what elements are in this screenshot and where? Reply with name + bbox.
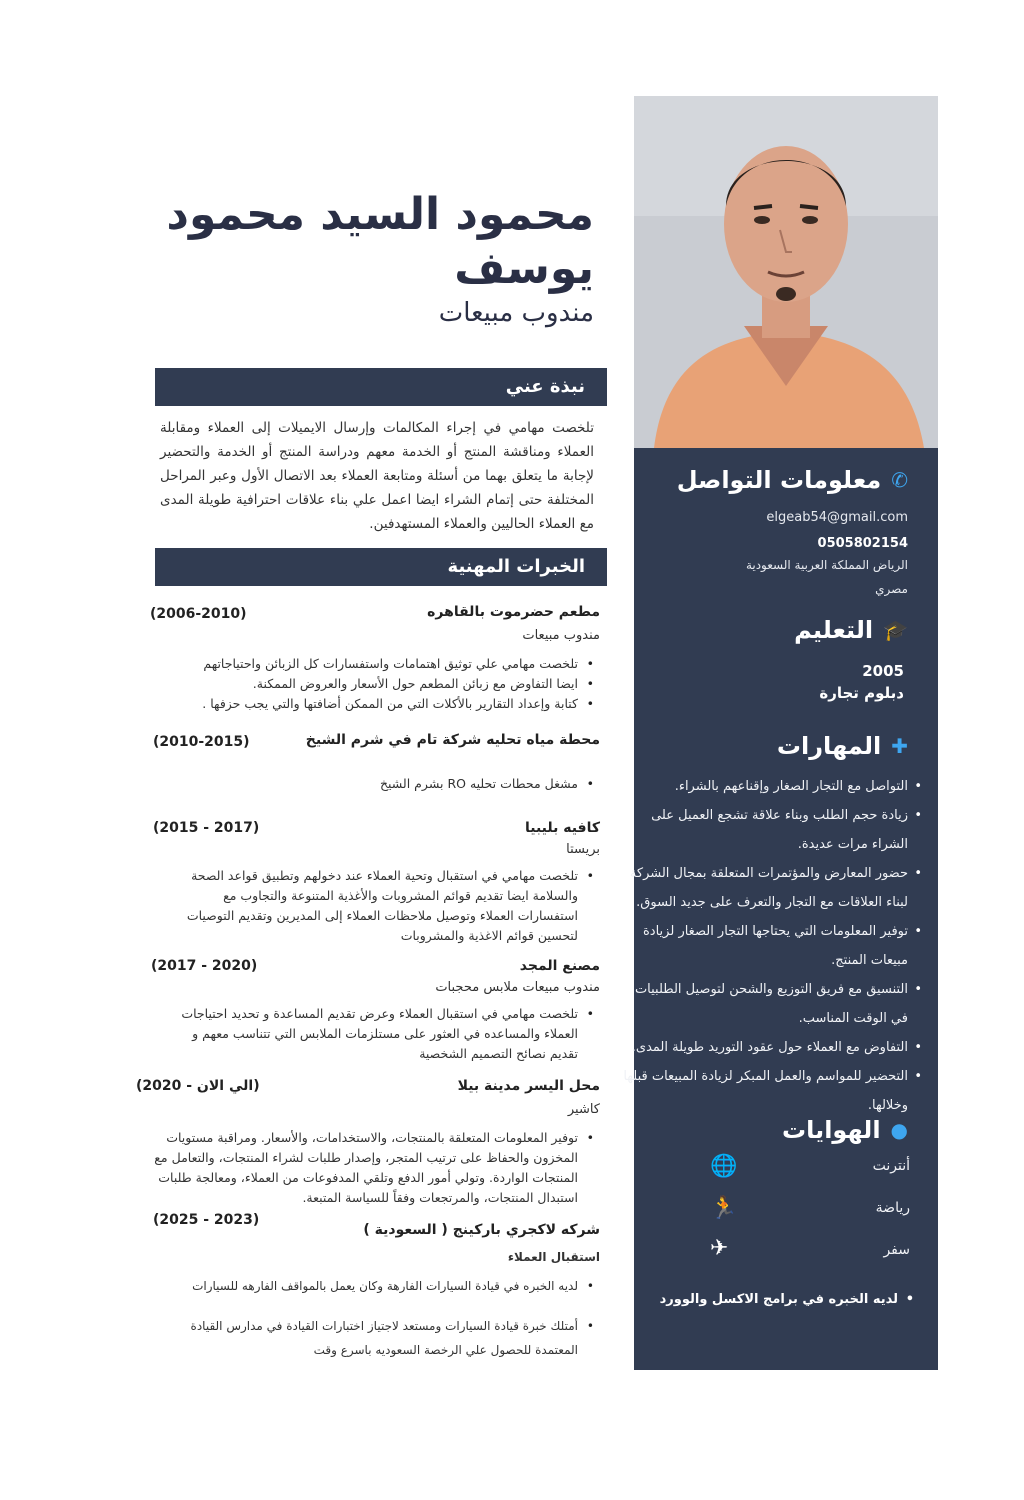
contact-title-text: معلومات التواصل	[676, 466, 882, 494]
profile-photo	[634, 96, 938, 448]
contact-email[interactable]: elgeab54@gmail.com	[766, 510, 908, 525]
full-name: محمود السيد محمود يوسف	[166, 189, 594, 294]
job-bullets	[158, 1274, 600, 1362]
skill-item: • التفاوض مع العملاء حول عقود التوريد طويلة المدى.	[618, 1033, 908, 1062]
job-period: (الي الان - 2020)	[136, 1078, 260, 1094]
hobby-sport-label: رياضة	[875, 1200, 910, 1216]
job-company: كافيه بليبيا	[524, 820, 600, 836]
job-company: محل اليسر مدينة بيلا	[457, 1078, 600, 1094]
job-role: مندوب مبيعات	[522, 628, 600, 643]
job-role: كاشير	[567, 1102, 600, 1117]
contact-address: الرياض المملكة العربية السعودية	[745, 558, 908, 572]
hobby-internet-label: أنترنت	[872, 1158, 910, 1174]
globe-computer-icon: 🌐	[710, 1154, 738, 1179]
job-company: مصنع المجد	[519, 958, 600, 974]
job-bullet: • كتابة وإعداد التقارير بالأكلات التي من الممكن أضافتها والتي يجب حزفها .	[178, 694, 578, 714]
job-company: محطة مياه تحليه شركة تام في شرم الشيخ	[305, 732, 600, 748]
contact-nationality: مصري	[875, 582, 908, 596]
skill-item: • زيادة حجم الطلب وبناء علاقة تشجع العميل على الشراء مرات عديدة.	[618, 801, 908, 859]
job-bullets	[148, 1128, 600, 1208]
job-period: (2025 - 2023)	[153, 1212, 260, 1228]
airplane-icon: ✈	[710, 1236, 729, 1261]
skills-title-text: المهارات	[776, 732, 882, 760]
job-bullets	[168, 1004, 600, 1064]
experience-section-title: الخبرات المهنية	[155, 548, 607, 586]
job-bullet: • مشغل محطات تحليه RO بشرم الشيخ	[178, 774, 578, 794]
job-company: مطعم حضرموت بالقاهره	[427, 604, 600, 620]
education-section-title	[794, 616, 908, 644]
job-bullet: • تلخصت مهامي في استقبال العملاء وعرض تقديم المساعدة و تحديد احتياجات العملاء والمساعده في العثور على مستلزمات الملابس التي تتناسب معهم و تقديم نصائح التصميم الشخصية	[168, 1004, 578, 1064]
sidebar	[623, 96, 938, 1370]
job-role: مندوب مبيعات ملابس محجبات	[435, 980, 600, 995]
job-bullet: • أمتلك خبرة قيادة السيارات ومستعد لاجتياز اختبارات القيادة في مدارس القيادة المعتمدة للحصول علي الرخصة السعوديه باسرع وقت	[158, 1314, 578, 1362]
about-section-title: نبذة عني	[155, 368, 607, 406]
job-bullet: • ايضا التفاوض مع زبائن المطعم حول الأسعار والعروض الممكنة.	[178, 674, 578, 694]
job-bullets	[178, 774, 600, 794]
skills-section-title	[777, 732, 908, 760]
job-bullets	[178, 654, 600, 714]
education-degree: دبلوم تجارة	[819, 684, 904, 702]
job-period: (2015 - 2017)	[153, 820, 260, 836]
job-bullet: • لديه الخبره في قيادة السيارات الفارهة وكان يعمل بالمواقف الفارهه للسيارات	[158, 1274, 578, 1298]
skills-list	[618, 772, 924, 1120]
job-bullet: • توفير المعلومات المتعلقة بالمنتجات، والاستخدامات، والأسعار. ومراقبة مستويات المخزون والحفاظ على ترتيب المتجر، وإصدار طلبات لشراء المنتجات، والتعامل مع المنتجات الواردة. وتولي أمور الدفع وتلقي المدفوعات من العملاء، ومعالجة طلبات استبدال المنتجات، والمرتجعات وفقاً للسياسة المتبعة.	[148, 1128, 578, 1208]
about-text: تلخصت مهامي في إجراء المكالمات وإرسال الايميلات إلى العملاء ومقابلة العملاء ومناقشة المنتج أو الخدمة معهم ودراسة المنتج أو الخدمة والتحضير لإجابة ما يتعلق بهما من أسئلة ومتابعة العملاء بعد الاتصال الأول وعبر المراحل المختلفة حتى إتمام الشراء ايضا اعمل علي بناء علاقات احترافية طويلة المدى مع العملاء الحاليين والعملاء المستهدفين.	[160, 420, 594, 532]
skill-item: • التنسيق مع فريق التوزيع والشحن لتوصيل الطلبيات في الوقت المناسب.	[618, 975, 908, 1033]
contact-section-title	[677, 466, 908, 494]
education-title-text: التعليم	[794, 616, 874, 644]
phone-icon: ✆	[891, 468, 908, 492]
job-bullet: • تلخصت مهامي علي توثيق اهتمامات واستفسارات كل الزبائن واحتياجاتهم	[178, 654, 578, 674]
skill-item: • توفير المعلومات التي يحتاجها التجار الصغار لزيادة مبيعات المنتج.	[618, 917, 908, 975]
job-bullet: • تلخصت مهامي في استقبال وتحية العملاء عند دخولهم وتطبيق قواعد الصحة والسلامة ايضا تقديم قوائم المشروبات والأغذية المتنوعة والتجاوب مع استفسارات العملاء وتوصيل ملاحظات العملاء إلى المديرين وتقديم التوصيات لتحسين قوائم الاغذية والمشروبات	[168, 866, 578, 946]
job-company: شركه لاكجري باركينج ( السعودية )	[363, 1222, 600, 1238]
job-role: استقبال العملاء	[507, 1250, 600, 1264]
user-icon: ●	[890, 1118, 908, 1142]
job-title: مندوب مبيعات	[438, 298, 594, 328]
job-period: (2017 - 2020)	[151, 958, 258, 974]
skill-item: • التحضير للمواسم والعمل المبكر لزيادة المبيعات قبلها وخلالها.	[618, 1062, 908, 1120]
hobbies-section-title	[782, 1116, 908, 1144]
education-year: 2005	[862, 662, 904, 680]
contact-phone[interactable]: 0505802154	[817, 536, 908, 551]
skill-item: • التواصل مع التجار الصغار وإقناعهم بالشراء.	[618, 772, 908, 801]
job-role: بريستا	[566, 842, 600, 857]
extra-skill: • لديه الخبره في برامج الاكسل والوورد	[660, 1292, 914, 1307]
job-bullets	[168, 866, 600, 946]
job-period: (2010-2015)	[153, 734, 250, 750]
job-period: (2006-2010)	[150, 606, 247, 622]
hobby-travel-label: سفر	[883, 1242, 910, 1258]
running-icon: 🏃	[710, 1196, 738, 1221]
skill-item: • حضور المعارض والمؤتمرات المتعلقة بمجال الشركة لبناء العلاقات مع التجار والتعرف على جديد السوق.	[618, 859, 908, 917]
hobbies-title-text: الهوايات	[782, 1116, 881, 1144]
puzzle-icon: ✚	[891, 734, 908, 758]
graduation-cap-icon: 🎓	[883, 618, 908, 642]
